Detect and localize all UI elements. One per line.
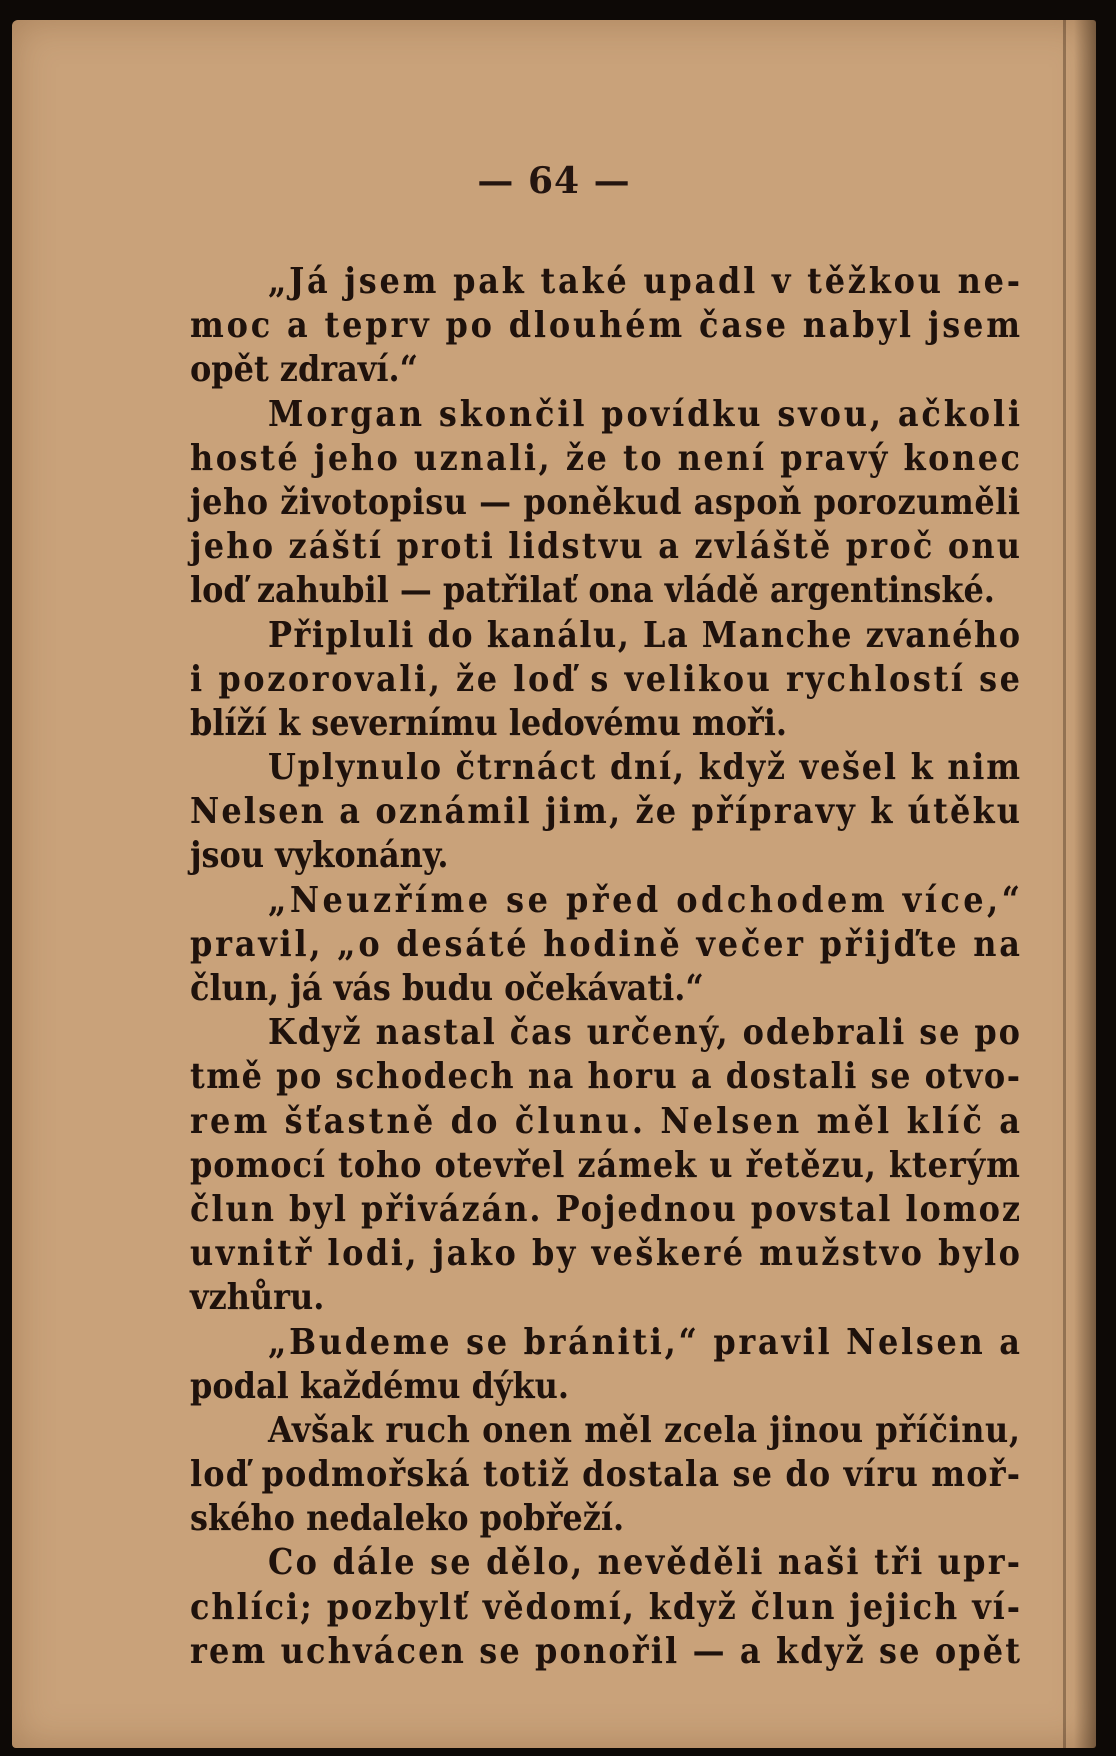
text-line: člun byl přivázán. Pojednou povstal lomoz (190, 1188, 1022, 1230)
page-spine-shadow (1063, 20, 1066, 1748)
body-text (190, 260, 1024, 1674)
text-line: „Já jsem pak také upadl v těžkou ne- (268, 261, 1023, 302)
text-line: „Neuzříme se před odchodem více,“ (268, 879, 1024, 921)
text-line: vzhůru. (190, 1277, 325, 1319)
text-line: rem šťastně do člunu. Nelsen měl klíč a (190, 1100, 1024, 1142)
text-line: podal každému dýku. (190, 1365, 570, 1407)
text-line: Když nastal čas určený, odebrali se po (268, 1012, 1022, 1054)
book-page (12, 20, 1096, 1748)
text-line: opět zdraví.“ (190, 349, 418, 391)
text-line: Avšak ruch onen měl zcela jinou příčinu, (268, 1409, 1021, 1451)
text-line: jeho záští proti lidstvu a zvláště proč onu (190, 526, 1023, 568)
text-line: Co dále se dělo, nevěděli naši tři upr- (268, 1542, 1023, 1584)
text-line: Uplynulo čtrnáct dní, když vešel k nim (268, 747, 1022, 789)
text-line: pravil, „o desáté hodině večer přijďte na (190, 923, 1023, 965)
text-line: Nelsen a oznámil jim, že přípravy k útěku (190, 791, 1023, 833)
text-line: tmě po schodech na horu a dostali se otvo- (190, 1056, 1022, 1098)
text-line: moc a teprv po dlouhém čase nabyl jsem (190, 305, 1023, 347)
text-line: Připluli do kanálu, La Manche zvaného (268, 614, 1022, 656)
text-line: člun, já vás budu očekávati.“ (190, 968, 704, 1009)
text-line: i pozorovali, že loď s velikou rychlostí se (190, 658, 1023, 700)
text-line: Morgan skončil povídku svou, ačkoli (268, 393, 1023, 435)
text-line: blíží k severnímu ledovému moři. (190, 702, 787, 744)
text-line: jsou vykonány. (190, 835, 449, 877)
text-line: jeho životopisu — poněkud aspoň porozuměli (190, 481, 1021, 523)
page-number: — 64 — (477, 160, 631, 202)
text-line: hosté jeho uznali, že to není pravý konec (190, 437, 1023, 479)
text-line: uvnitř lodi, jako by veškeré mužstvo bylo (190, 1233, 1023, 1275)
text-line: pomocí toho otevřel zámek u řetězu, kterým (190, 1144, 1021, 1186)
text-line: rem uchvácen se ponořil — a když se opět (190, 1630, 1023, 1672)
text-line: loď podmořská totiž dostala se do víru moř- (190, 1454, 1022, 1496)
text-line: chlíci; pozbylť vědomí, když člun jejich ví- (190, 1586, 1022, 1628)
text-line: „Budeme se brániti,“ pravil Nelsen a (268, 1321, 1023, 1363)
text-line: loď zahubil — patřilať ona vládě argentinské. (190, 570, 995, 612)
text-line: ského nedaleko pobřeží. (190, 1498, 625, 1540)
